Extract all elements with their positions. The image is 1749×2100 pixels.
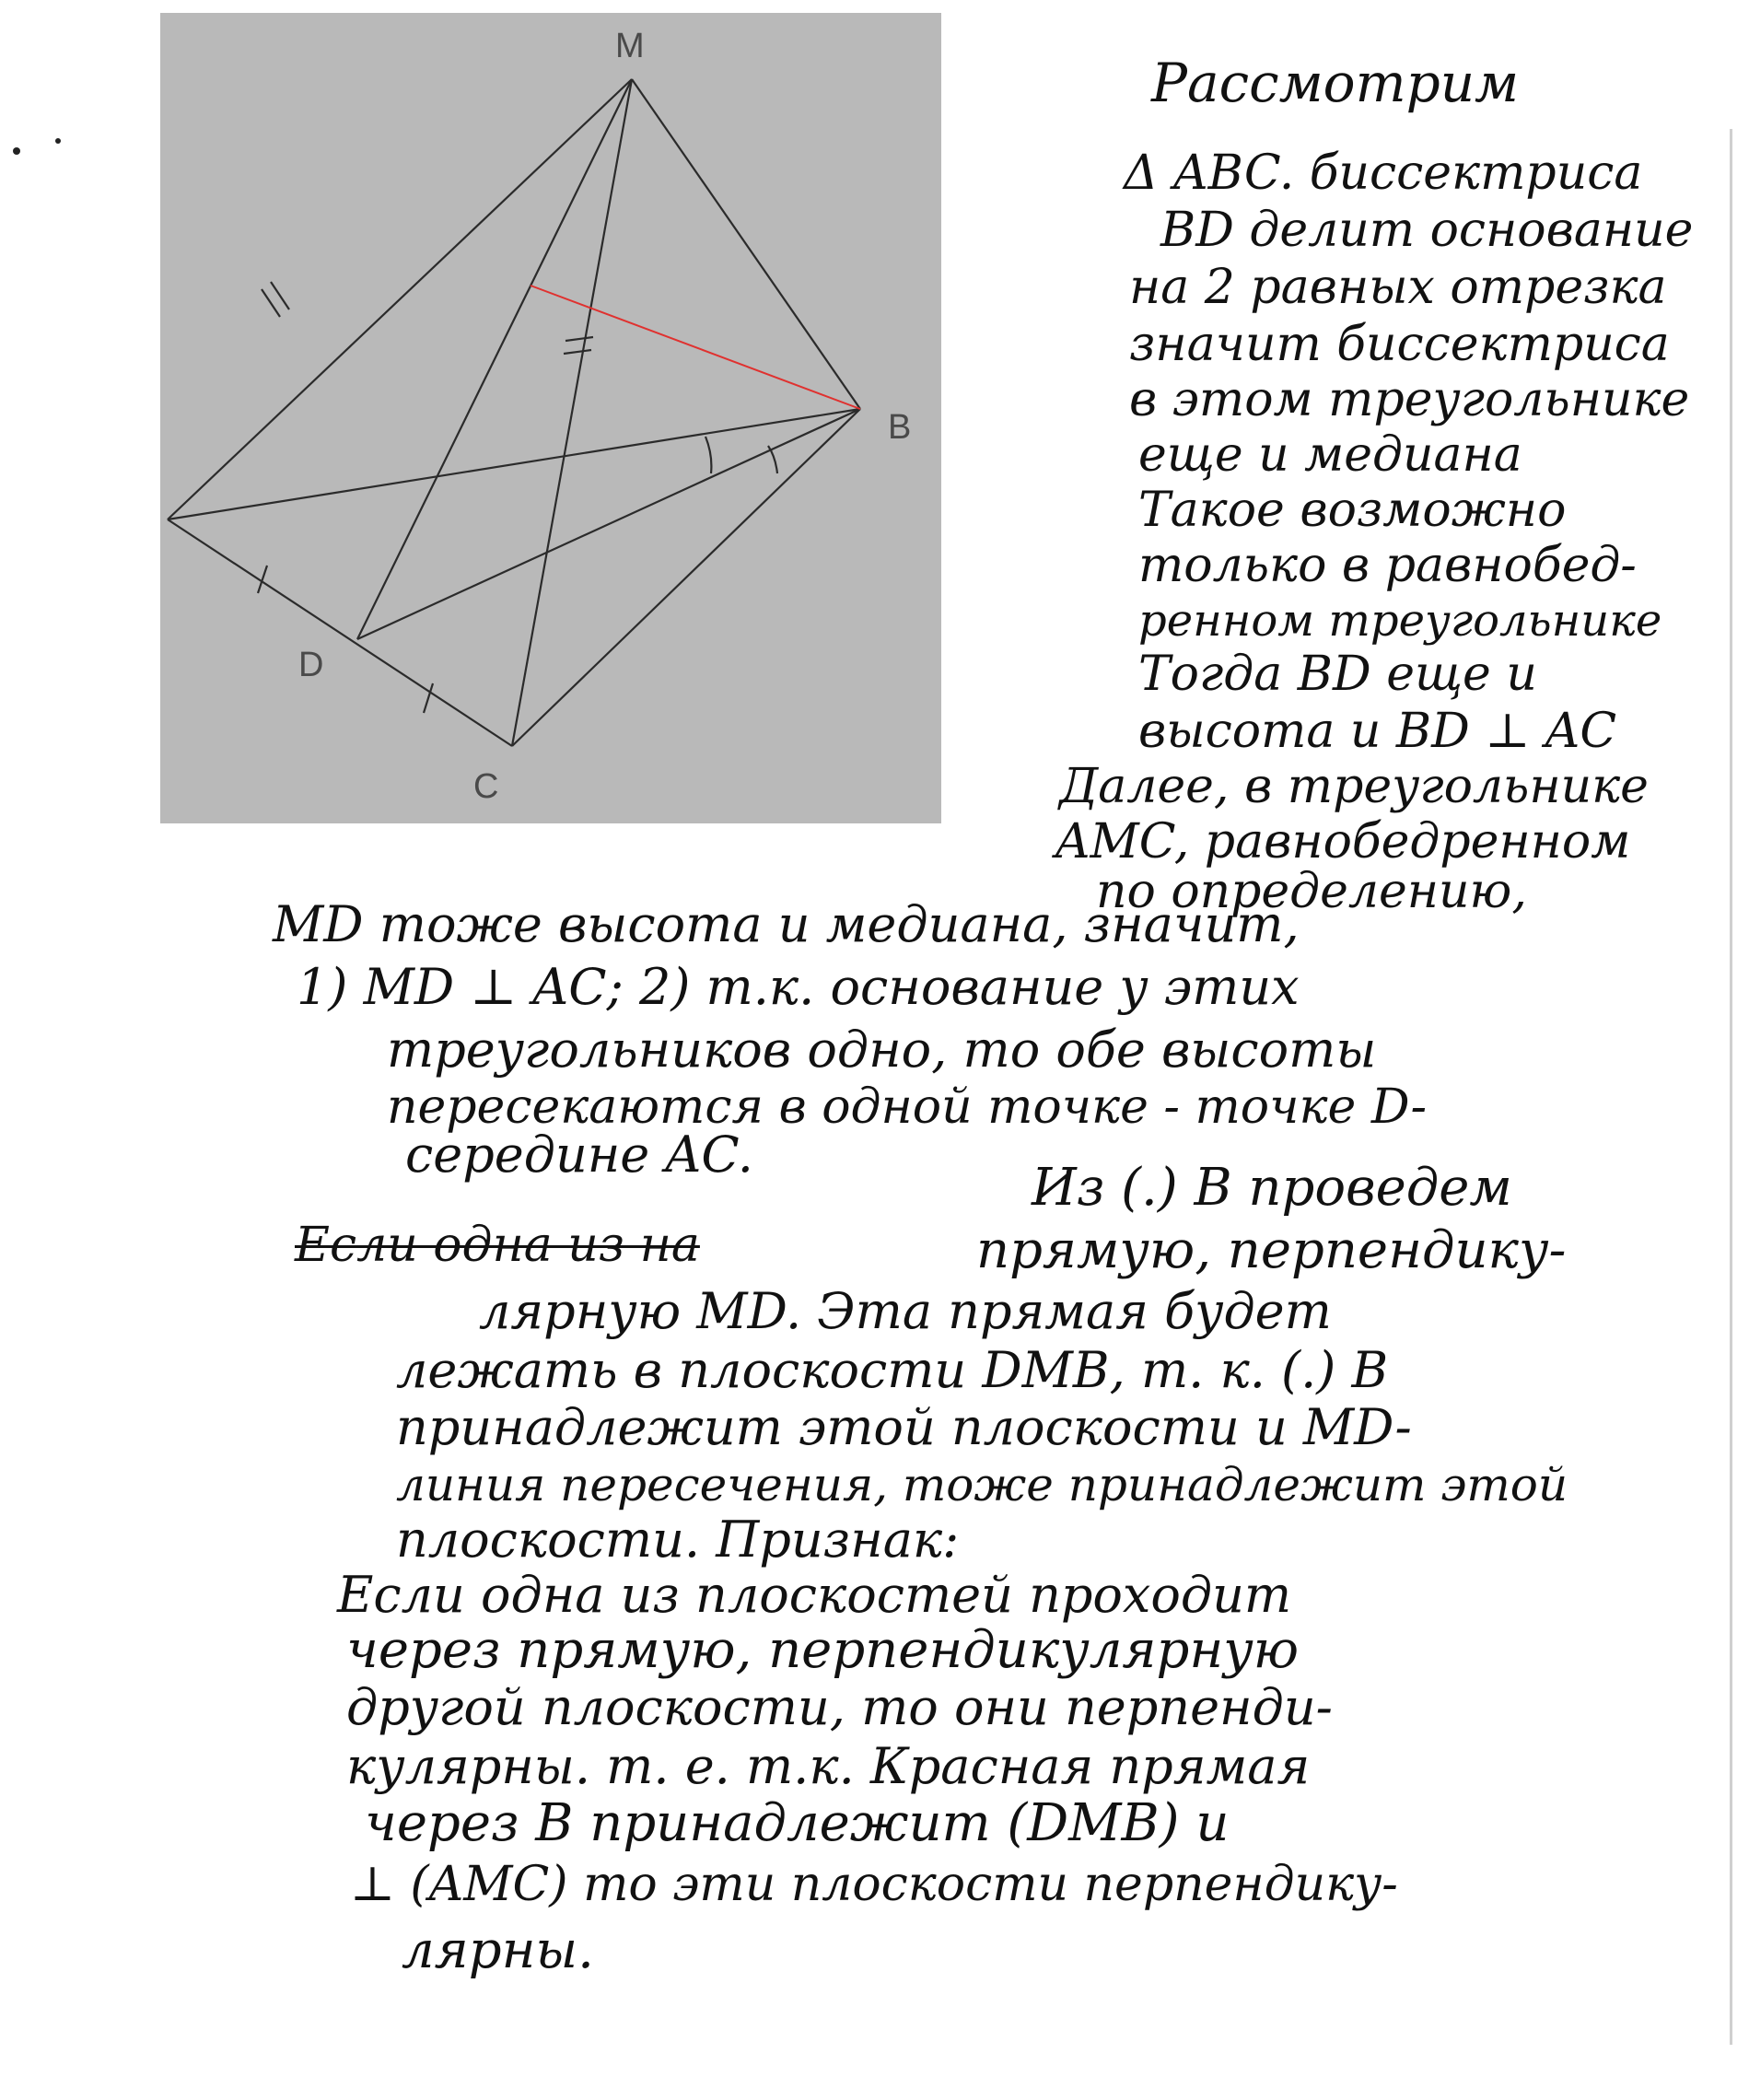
text-line: BD делит основание xyxy=(1160,203,1694,258)
text-line: Δ ABC. биссектриса xyxy=(1124,146,1643,201)
text-line: лярную MD. Эта прямая будет xyxy=(479,1282,1332,1340)
text-line: ренном треугольнике xyxy=(1138,595,1662,647)
segment-BD xyxy=(357,409,860,639)
text-line: через прямую, перпендикулярную xyxy=(346,1620,1300,1680)
text-line: принадлежит этой плоскости и MD- xyxy=(396,1398,1412,1456)
pyramid-figure xyxy=(160,13,941,823)
struck-text: Если одна из на xyxy=(295,1218,700,1273)
text-line: другой плоскости, то они перпенди- xyxy=(346,1678,1333,1736)
text-line: ⊥ (AMC) то эти плоскости перпендику- xyxy=(350,1857,1398,1912)
text-line: Тогда BD еще и xyxy=(1138,647,1537,702)
vertex-label-C: C xyxy=(473,767,499,806)
vertex-label-B: B xyxy=(888,408,912,447)
text-line: Если одна из плоскостей проходит xyxy=(337,1566,1292,1624)
tick-mark xyxy=(564,350,591,354)
vertex-label-D: D xyxy=(298,646,324,684)
text-line: лежать в плоскости DMB, т. к. (.) B xyxy=(396,1341,1389,1399)
margin-dot xyxy=(55,138,61,144)
text-line: линия пересечения, тоже принадлежит этой xyxy=(396,1458,1568,1511)
edge-MA xyxy=(168,79,632,519)
text-line: высота и BD ⊥ AC xyxy=(1138,704,1617,759)
tick-mark xyxy=(271,282,289,309)
red-perpendicular-line xyxy=(531,286,860,409)
text-line: плоскости. Признак: xyxy=(396,1511,960,1569)
text-line: AMC, равнобедренном xyxy=(1055,814,1631,869)
tick-mark xyxy=(566,337,593,341)
text-line: только в равнобед- xyxy=(1138,538,1637,593)
text-line: Такое возможно xyxy=(1138,483,1567,538)
text-line: еще и медиана xyxy=(1138,427,1522,483)
text-line: Из (.) B проведем xyxy=(1032,1158,1512,1218)
tick-mark xyxy=(262,289,280,317)
text-line: значит биссектриса xyxy=(1129,317,1670,372)
text-line: на 2 равных отрезка xyxy=(1129,260,1667,315)
text-line: MD тоже высота и медиана, значит, xyxy=(273,895,1300,953)
text-line: середине AC. xyxy=(405,1126,753,1184)
text-line: 1) MD ⊥ AC; 2) т.к. основание у этих xyxy=(297,958,1300,1016)
text-line: через B принадлежит (DMB) и xyxy=(365,1793,1230,1853)
text-line: лярны. xyxy=(402,1920,594,1980)
text-line: в этом треугольнике xyxy=(1129,372,1690,427)
text-line: Далее, в треугольнике xyxy=(1059,759,1649,814)
text-line: треугольников одно, то обе высоты xyxy=(387,1021,1377,1079)
page-edge-line xyxy=(1730,129,1732,2045)
edge-MC xyxy=(512,79,632,746)
edge-AC xyxy=(168,519,512,746)
edge-MD xyxy=(357,79,632,639)
text-line: пересекаются в одной точке - точке D- xyxy=(387,1079,1428,1135)
text-line: Рассмотрим xyxy=(1151,52,1520,114)
vertex-label-M: M xyxy=(615,27,645,65)
angle-mark xyxy=(705,437,711,473)
text-line: прямую, перпендику- xyxy=(976,1220,1567,1280)
margin-dot xyxy=(13,147,20,155)
edge-MB xyxy=(632,79,860,409)
pyramid-diagram xyxy=(160,13,941,823)
text-line: по определению, xyxy=(1096,864,1527,919)
edge-AB xyxy=(168,409,860,519)
text-line: кулярны. т. е. т.к. Красная прямая xyxy=(346,1737,1311,1795)
